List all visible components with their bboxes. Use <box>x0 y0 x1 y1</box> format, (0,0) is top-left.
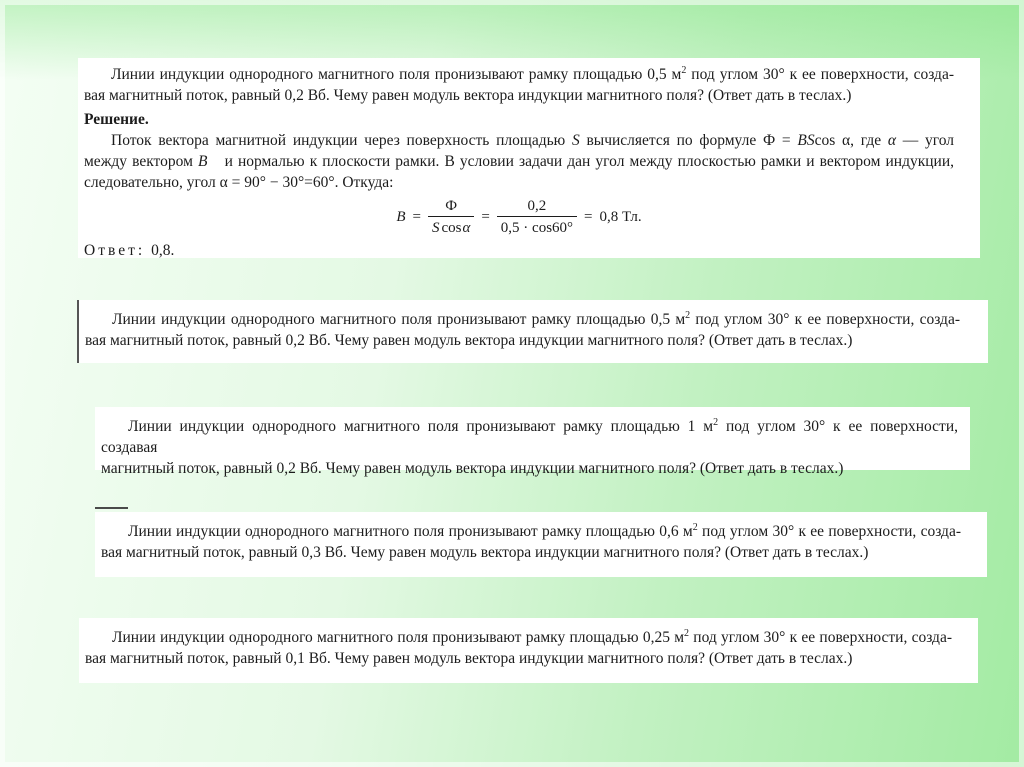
superscript-2: 2 <box>681 65 687 76</box>
solution-label: Решение. <box>84 111 149 128</box>
vector-B: B⃗ <box>197 153 220 170</box>
statement-line-1: Линии индукции однородного магнитного поля пронизывают рамку площадью 0,25 $м^2$ под углом 30° к ее поверхности, созда- <box>112 628 952 646</box>
statement-line-1: Линии индукции однородного магнитного поля пронизывают рамку площадью 0,5 $м^2$ под углом 30° к ее поверхности, созда- <box>112 310 960 328</box>
equals-sign: = <box>584 209 593 225</box>
statement-line-2: вая магнитный поток, равный 0,2 Вб. Чему равен модуль вектора индукции магнитного поля? (Ответ дать в теслах.) <box>85 332 853 349</box>
answer-line <box>84 240 954 261</box>
superscript-2: 2 <box>692 522 698 533</box>
problem-card <box>79 618 978 683</box>
statement-line-2: вая магнитный поток, равный 0,2 Вб. Чему равен модуль вектора индукции магнитного поля? (Ответ дать в теслах.) <box>84 87 852 104</box>
problem-card <box>95 407 970 477</box>
problem-card <box>95 512 987 577</box>
statement-line-1: Линии индукции однородного магнитного поля пронизывают рамку площадью 0,5 $м^2$ под углом 30° к ее поверхности, созда- <box>111 65 954 83</box>
problem-statement <box>84 64 954 106</box>
equals-sign: = <box>481 209 490 225</box>
statement-line-2: вая магнитный поток, равный 0,1 Вб. Чему равен модуль вектора индукции магнитного поля? (Ответ дать в теслах.) <box>85 650 853 667</box>
formula-lhs: B <box>396 209 406 225</box>
statement-line-1: Линии индукции однородного магнитного поля пронизывают рамку площадью 0,6 $м^2$ под углом 30° к ее поверхности, созда- <box>128 522 961 540</box>
tick-mark <box>95 507 128 509</box>
fraction-symbolic: $\frac{Ф}{\text{S cosα}}$ <box>428 197 474 237</box>
superscript-2: 2 <box>713 417 719 428</box>
solution-line-3: следовательно, угол α = 90° − 30°=60°. Откуда: <box>84 174 394 191</box>
solution-line-2: между вектором B⃗ и нормалью к плоскости рамки. В условии задачи дан угол между плоскостью рамки и вектором индукции, <box>84 153 954 170</box>
answer-value: 0,8. <box>151 242 175 259</box>
solved-problem-card <box>78 58 980 258</box>
superscript-2: 2 <box>684 628 690 639</box>
problem-card <box>77 300 988 363</box>
solution-line-1: Поток вектора магнитной индукции через поверхность площадью S вычисляется по формуле Ф = BScos α, где α — угол <box>111 132 954 149</box>
answer-label: Ответ: <box>84 242 146 259</box>
statement-line-2: вая магнитный поток, равный 0,3 Вб. Чему равен модуль вектора индукции магнитного поля? (Ответ дать в теслах.) <box>101 544 869 561</box>
statement-line-2: магнитный поток, равный 0,2 Вб. Чему равен модуль вектора индукции магнитного поля? (Ответ дать в теслах.) <box>101 460 844 477</box>
statement-line-1: Линии индукции однородного магнитного поля пронизывают рамку площадью 1 $м^2$ под углом 30° к ее поверхности, создавая <box>101 417 958 456</box>
superscript-2: 2 <box>685 310 691 321</box>
equals-sign: = <box>412 209 421 225</box>
formula <box>84 197 954 237</box>
solution-paragraph <box>84 130 954 193</box>
fraction-numeric: $\frac{0,2}{0,5 \cdot \cos 60^\circ}$ <box>497 197 577 237</box>
formula-result: 0,8 Тл. <box>599 209 642 225</box>
